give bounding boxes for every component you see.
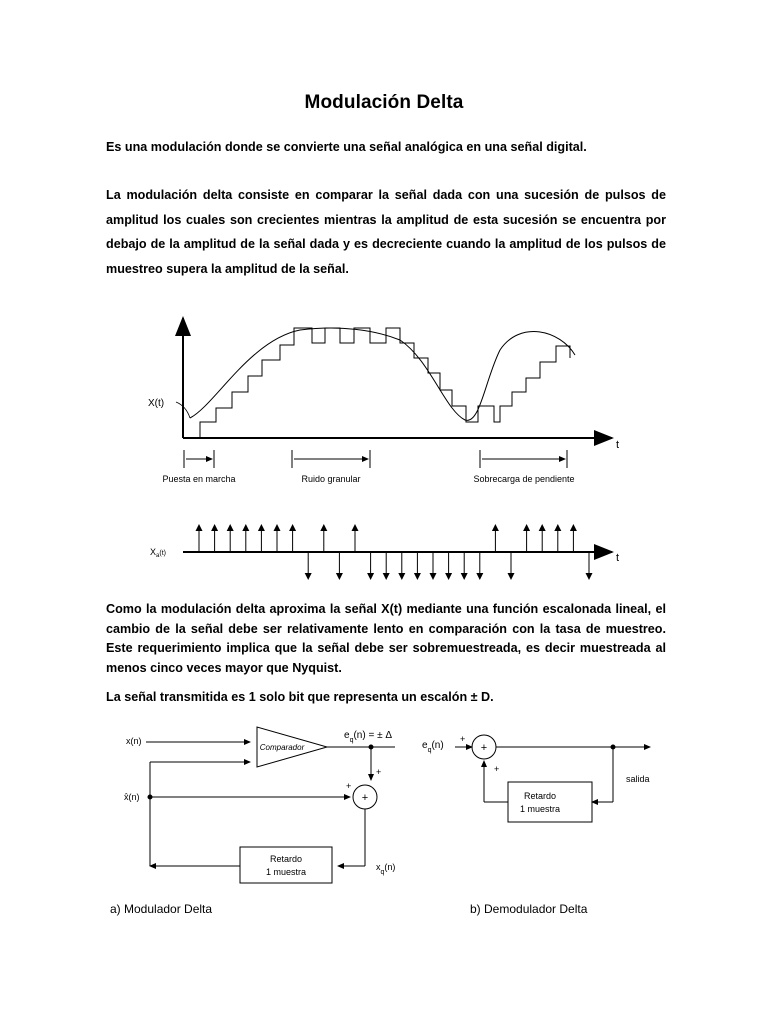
analog-signal-curve	[190, 328, 575, 420]
pulse-up	[554, 524, 561, 552]
pulse-down	[367, 552, 374, 580]
pulse-up	[242, 524, 249, 552]
pulse-up	[274, 524, 281, 552]
pulse-down	[305, 552, 312, 580]
modulator-diagram	[110, 727, 395, 916]
demod-plus-bottom: +	[494, 764, 500, 774]
pulse-down	[398, 552, 405, 580]
mod-error-label: $e_q(n)$ = ± Δ	[344, 730, 393, 744]
demod-caption: b) Demodulador Delta	[470, 902, 588, 916]
mod-estimate-label: x̂(n)	[124, 792, 140, 802]
signal-label-fig1: X(t)	[148, 398, 165, 409]
demod-input-label: $e_q(n)$	[422, 740, 444, 754]
demod-delay-line2: 1 muestra	[519, 804, 561, 814]
paragraph-intro: Es una modulación donde se convierte una señal analógica en una señal digital.	[106, 140, 587, 154]
mod-input-label: x(n)	[126, 736, 142, 746]
pulse-up	[227, 524, 234, 552]
pulse-down	[508, 552, 515, 580]
time-label-fig2: t	[616, 552, 620, 564]
demod-plus-left: +	[460, 734, 466, 744]
pulse-up	[196, 524, 203, 552]
pulse-down	[430, 552, 437, 580]
mod-feedback-label: $x_q(n)$	[376, 862, 396, 876]
demod-adder-symbol: +	[480, 742, 488, 754]
region-marker-startup	[184, 450, 214, 468]
document-title: Modulación Delta	[304, 92, 464, 113]
pulse-down	[445, 552, 452, 580]
comparator-label: Comparador	[259, 743, 305, 752]
pulse-down	[586, 552, 593, 580]
region-marker-granular	[292, 450, 370, 468]
pulse-down	[336, 552, 343, 580]
region-marker-overload	[480, 450, 567, 468]
mod-delay-block	[240, 847, 332, 883]
pulse-up	[289, 524, 296, 552]
pulse-up	[320, 524, 327, 552]
mod-adder-symbol: +	[361, 792, 369, 804]
signal-label-fig2: $X_a^{(t)}$	[150, 547, 166, 559]
region-label-granular: Ruido granular	[301, 474, 361, 484]
paragraph-oversampling: Como la modulación delta aproxima la señal X(t) mediante una función escalonada lineal, el cambio de la señal debe ser relativamente lento en comparación con la tasa de muestreo. Este requerimiento implica que la señal debe ser sobremuestreada, es decir muestreada al menos cinco veces mayor que Nyquist.	[106, 602, 666, 675]
pulse-down	[476, 552, 483, 580]
staircase-approximation	[200, 328, 570, 438]
demod-delay-line1: Retardo	[523, 791, 557, 801]
pulse-up	[523, 524, 530, 552]
region-label-startup: Puesta en marcha	[162, 474, 236, 484]
paragraph-definition: La modulación delta consiste en comparar la señal dada con una sucesión de pulsos de amplitud los cuales son crecientes mientras la amplitud de esta sucesión se encuentra por debajo de la amplitud de la señal dada y es decreciente cuando la amplitud de los pulsos de muestreo supera la amplitud de la señal.	[106, 188, 666, 276]
pulse-up	[352, 524, 359, 552]
demod-delay-block	[508, 782, 592, 822]
region-label-overload: Sobrecarga de pendiente	[473, 474, 575, 484]
pulse-up	[492, 524, 499, 552]
pulse-up	[539, 524, 546, 552]
demodulator-diagram	[422, 734, 650, 916]
mod-plus-top: +	[376, 767, 382, 777]
mod-delay-line1: Retardo	[269, 854, 303, 864]
demod-output-label: salida	[626, 774, 650, 784]
mod-caption: a) Modulador Delta	[110, 902, 213, 916]
paragraph-transmitted-bit: La señal transmitida es 1 solo bit que representa un escalón ± D.	[106, 690, 494, 704]
mod-plus-left: +	[346, 781, 352, 791]
time-label-fig1: t	[616, 439, 620, 451]
pulse-up	[258, 524, 265, 552]
mod-delay-line2: 1 muestra	[265, 867, 307, 877]
pulse-down	[414, 552, 421, 580]
pulse-down	[383, 552, 390, 580]
pulse-down	[461, 552, 468, 580]
pulse-up	[570, 524, 577, 552]
pulse-up	[211, 524, 218, 552]
